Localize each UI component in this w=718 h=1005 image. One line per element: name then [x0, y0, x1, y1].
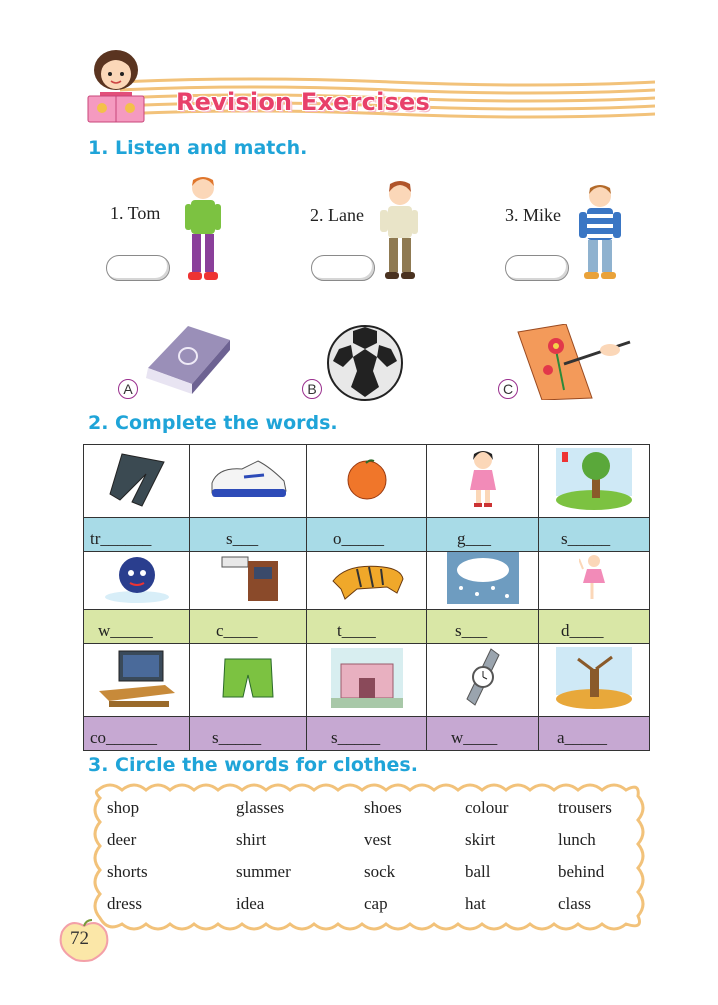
word-option[interactable]: deer [107, 830, 137, 849]
word-option[interactable]: class [558, 894, 592, 913]
word-option[interactable]: shoes [364, 798, 402, 817]
orange-icon [344, 457, 390, 501]
word-option[interactable]: shop [107, 798, 140, 817]
word-blank-cell[interactable]: w_____ [84, 610, 190, 644]
word-blank-cell[interactable]: s_____ [190, 717, 307, 751]
page-title: Revision Exercises [176, 88, 430, 116]
book-icon [138, 322, 234, 398]
word-blank-cell[interactable]: co______ [84, 717, 190, 751]
word-option[interactable]: trousers [558, 798, 612, 817]
word-option[interactable]: shirt [236, 830, 267, 849]
word-option[interactable]: behind [558, 862, 605, 881]
computer-icon [95, 647, 179, 709]
word-blank-cell[interactable]: s_____ [539, 518, 650, 552]
classroom-door-icon [208, 553, 288, 603]
sneaker-icon [208, 457, 288, 501]
picture-cell [539, 644, 650, 717]
word-blank-cell[interactable]: s___ [427, 610, 539, 644]
picture-cell [190, 552, 307, 610]
kid-label-tom: 1. Tom [110, 203, 161, 223]
soccer-ball-icon [325, 323, 405, 403]
word-option[interactable]: glasses [236, 798, 285, 817]
word-option[interactable]: lunch [558, 830, 596, 849]
word-option[interactable]: idea [236, 894, 265, 913]
dancing-girl-icon [579, 553, 609, 603]
word-blank-cell[interactable]: t____ [307, 610, 427, 644]
kid-label-lane: 2. Lane [310, 205, 364, 225]
word-option[interactable]: dress [107, 894, 142, 913]
section1-title: 1. Listen and match. [88, 137, 308, 159]
section2-title: 2. Complete the words. [88, 412, 338, 434]
option-a-label[interactable]: A [118, 379, 138, 399]
picture-cell [307, 552, 427, 610]
picture-cell [190, 445, 307, 518]
word-blank-cell[interactable]: tr______ [84, 518, 190, 552]
option-b-label[interactable]: B [302, 379, 322, 399]
word-blank-cell[interactable]: o_____ [307, 518, 427, 552]
flower-drawing-icon [514, 324, 632, 400]
picture-cell [427, 644, 539, 717]
word-option[interactable]: vest [364, 830, 392, 849]
word-option[interactable]: cap [364, 894, 388, 913]
girl-icon [466, 448, 500, 510]
word-blank-cell[interactable]: a_____ [539, 717, 650, 751]
tiger-icon [327, 553, 407, 603]
school-icon [331, 648, 403, 708]
boy-tom-icon [183, 174, 223, 284]
spring-tree-icon [556, 448, 632, 510]
answer-field-lane[interactable] [311, 255, 375, 281]
word-blank-cell[interactable]: c____ [190, 610, 307, 644]
answer-field-mike[interactable] [505, 255, 569, 281]
snow-cloud-icon [447, 552, 519, 604]
option-c-label[interactable]: C [498, 379, 518, 399]
word-blank-cell[interactable]: s___ [190, 518, 307, 552]
picture-cell [307, 644, 427, 717]
autumn-tree-icon [556, 647, 632, 709]
word-option[interactable]: summer [236, 862, 291, 881]
watch-icon [461, 647, 505, 709]
word-blank-cell[interactable]: w____ [427, 717, 539, 751]
picture-cell [427, 445, 539, 518]
winter-snowman-icon [102, 553, 172, 603]
picture-cell [427, 552, 539, 610]
section3-title: 3. Circle the words for clothes. [88, 754, 418, 776]
picture-cell [539, 552, 650, 610]
girl-reading-icon [84, 48, 148, 124]
boy-lane-icon [378, 180, 420, 282]
kid-label-mike: 3. Mike [505, 205, 561, 225]
word-blank-cell[interactable]: g___ [427, 518, 539, 552]
picture-cell [84, 445, 190, 518]
word-blank-cell[interactable]: s_____ [307, 717, 427, 751]
word-option[interactable]: skirt [465, 830, 496, 849]
page-number: 72 [70, 928, 89, 949]
boy-mike-icon [578, 182, 622, 282]
shorts-icon [219, 653, 277, 703]
word-option[interactable]: colour [465, 798, 509, 817]
picture-cell [84, 552, 190, 610]
answer-field-tom[interactable] [106, 255, 170, 281]
picture-cell [190, 644, 307, 717]
word-option[interactable]: ball [465, 862, 491, 881]
trousers-icon [102, 448, 172, 510]
complete-words-table [83, 444, 649, 747]
word-option[interactable]: shorts [107, 862, 148, 881]
picture-cell [539, 445, 650, 518]
picture-cell [307, 445, 427, 518]
word-option[interactable]: sock [364, 862, 396, 881]
word-option[interactable]: hat [465, 894, 486, 913]
picture-cell [84, 644, 190, 717]
word-blank-cell[interactable]: d____ [539, 610, 650, 644]
